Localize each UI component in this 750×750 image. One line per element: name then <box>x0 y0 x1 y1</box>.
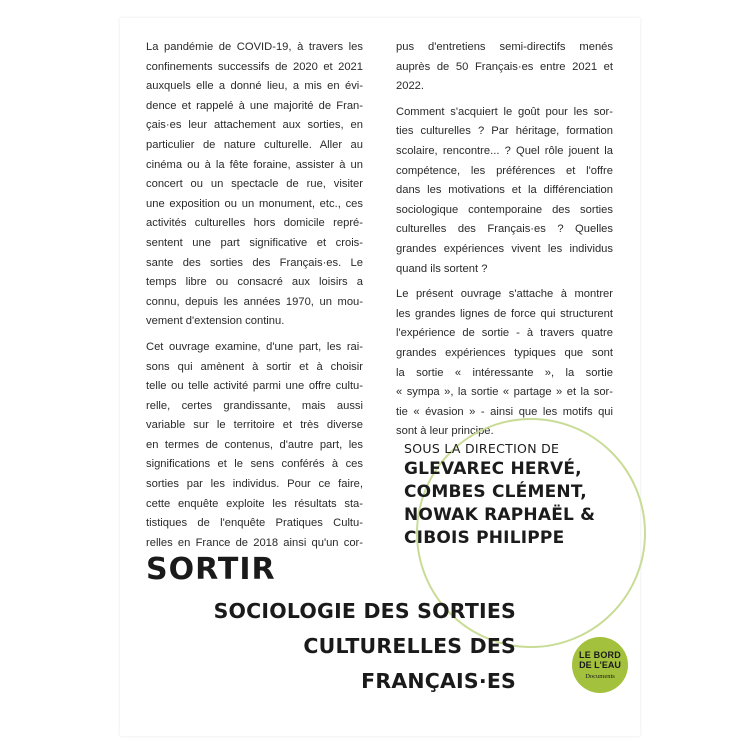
text-line: en termes de contenus, d'autre part, les <box>146 438 363 451</box>
text-line: la sortie « intéressante », la sortie <box>396 366 613 379</box>
text-line: sont à leur principe. <box>396 425 494 438</box>
text-line: particulier de nature culturelle. Aller au <box>146 138 363 151</box>
text-line: les grandes lignes de force qui structurent <box>396 307 613 320</box>
text-line: relles en France de 2018 ainsi qu'un cor- <box>146 536 363 549</box>
text-line: 2022. <box>396 80 424 93</box>
text-line: variable sur le territoire et très diverse <box>146 419 363 432</box>
text-line: activités culturelles hors domicile repré- <box>146 217 363 230</box>
subtitle-line: CULTURELLES DES <box>303 634 516 658</box>
text-line: significations et le sens conférés à ces <box>146 458 363 471</box>
text-line: sociologique contemporaine des sorties <box>396 203 613 216</box>
text-line: l'expérience de sortie - à travers quatre <box>396 327 613 340</box>
text-line: grandes expériences typiques que sont <box>396 346 613 359</box>
author-name: COMBES CLÉMENT, <box>404 482 587 502</box>
publisher-name-line1: LE BORD <box>579 650 621 660</box>
text-line: une exposition ou un monument, etc., ces <box>146 197 363 210</box>
text-line: auprès de 50 Français·es entre 2021 et <box>396 60 613 73</box>
text-line: scolaire, rencontre... ? Quel rôle jouent la <box>396 144 613 157</box>
author-name: NOWAK RAPHAËL & <box>404 505 596 525</box>
text-line: telle ou telle activité parmi une offre cultu- <box>146 380 363 393</box>
text-line: vement d'extension continu. <box>146 315 285 328</box>
publisher-logo <box>572 637 628 693</box>
text-line: confinements successifs de 2020 et 2021 <box>146 60 363 73</box>
paragraph <box>396 285 613 442</box>
book-title: SORTIR <box>146 552 276 587</box>
text-line: dans les motivations et la différenciation <box>396 184 613 197</box>
paragraph <box>146 38 363 332</box>
book-subtitle <box>146 594 516 699</box>
text-line: culturelles des Français·es ? Quelles <box>396 223 613 236</box>
text-line: sentent une part significative et crois- <box>146 236 363 249</box>
text-line: cette enquête exploite les résultats sta- <box>146 497 363 510</box>
text-line: quand ils sortent ? <box>396 262 488 275</box>
text-line: cinéma ou à la fête foraine, assister à un <box>146 158 363 171</box>
text-line: sons qui amènent à sortir et à choisir <box>146 360 363 373</box>
text-line: pus d'entretiens semi-directifs menés <box>396 41 613 53</box>
text-line: ties culturelles ? Par héritage, formation <box>396 125 613 138</box>
text-line: sorties par les individus. Pour ce faire, <box>146 478 363 491</box>
text-line: connu, depuis les années 1970, un mou- <box>146 295 363 308</box>
text-line: La pandémie de COVID-19, à travers les <box>146 41 363 53</box>
text-line: Cet ouvrage examine, d'une part, les rai- <box>146 340 363 353</box>
book-cover <box>120 18 640 736</box>
text-line: çais·es leur attachement aux sorties, en <box>146 119 363 132</box>
text-line: sante des sorties des Français·es. Le <box>146 256 363 269</box>
collection-name: Documents <box>585 673 615 680</box>
right-text-column <box>396 38 613 442</box>
paragraph <box>396 38 613 97</box>
text-line: relle, certes grandissante, mais aussi <box>146 399 363 412</box>
text-line: Le présent ouvrage s'attache à montrer <box>396 288 613 301</box>
author-name: GLEVAREC HERVÉ, <box>404 459 582 479</box>
paragraph <box>146 338 363 554</box>
text-line: tistiques de l'enquête Pratiques Cultu- <box>146 517 363 530</box>
text-line: tie « évasion » - ainsi que les motifs qui <box>396 405 613 418</box>
paragraph <box>396 103 613 279</box>
text-line: temps libre ou consacré aux loisirs a <box>146 276 363 289</box>
subtitle-line: FRANÇAIS·ES <box>361 669 516 693</box>
text-line: Comment s'acquiert le goût pour les sor- <box>396 105 613 118</box>
editors-block <box>404 440 595 550</box>
left-text-column <box>146 38 363 553</box>
subtitle-line: SOCIOLOGIE DES SORTIES <box>213 599 516 623</box>
text-line: auxquels elle a donné lieu, a mis en évi- <box>146 80 363 93</box>
text-line: compétence, les préférences et l'offre <box>396 164 613 177</box>
text-line: concert ou un spectacle de rue, visiter <box>146 178 363 191</box>
direction-label: SOUS LA DIRECTION DE <box>404 441 560 456</box>
text-line: dence et rappelé à une majorité de Fran- <box>146 99 363 112</box>
author-name: CIBOIS PHILIPPE <box>404 528 565 548</box>
text-line: grandes expériences vivent les individus <box>396 242 613 255</box>
text-line: « sympa », la sortie « partage » et la sor- <box>396 386 613 399</box>
publisher-name-line2: DE L'EAU <box>579 660 621 670</box>
